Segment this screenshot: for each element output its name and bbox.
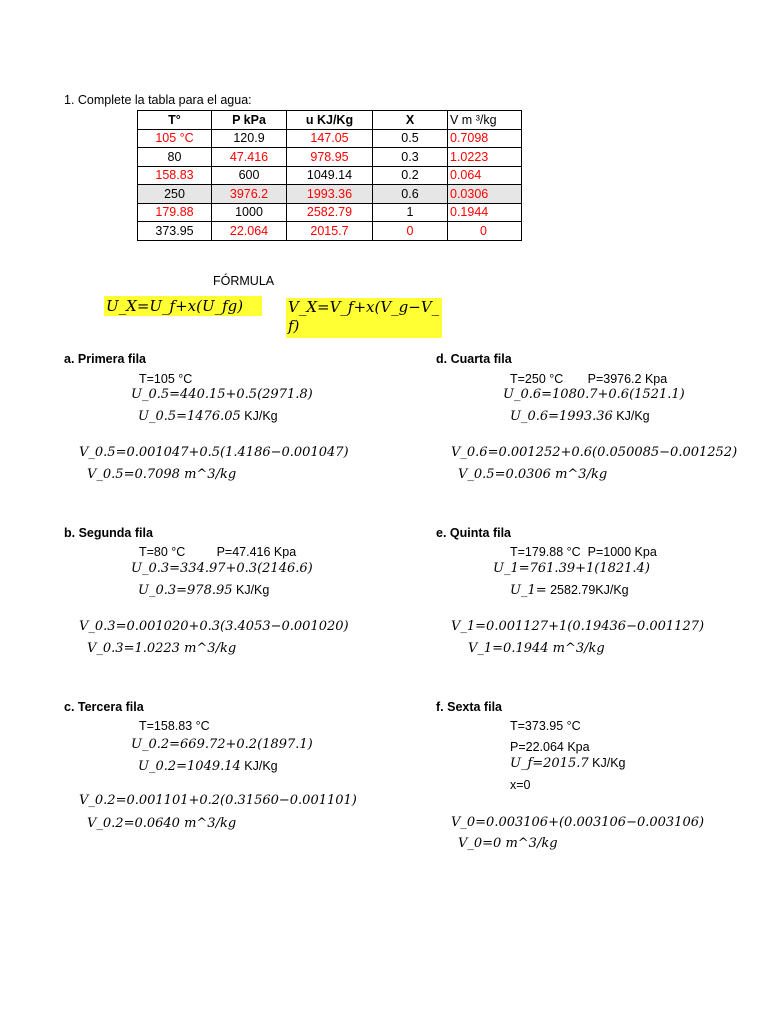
section-b-u-result — [138, 581, 269, 599]
section-b-v-result: V_0.3=1.0223 m^3/kg — [87, 641, 237, 656]
section-e-heading: e. Quinta fila — [436, 526, 512, 540]
section-b-heading: b. Segunda fila — [64, 526, 153, 540]
section-d-u-equation: U_0.6=1080.7+0.6(1521.1) — [503, 387, 685, 402]
formula-internal-energy: U_X=U_f+x(U_fg) — [104, 296, 262, 316]
section-e-u-result-unit: 2582.79KJ/Kg — [546, 583, 629, 597]
cell-t: 179.88 — [138, 203, 212, 222]
cell-x: 0.3 — [373, 148, 448, 167]
cell-t: 158.83 — [138, 166, 212, 185]
cell-p: 47.416 — [212, 148, 287, 167]
section-d-u-result-unit: KJ/Kg — [612, 409, 650, 423]
cell-t: 80 — [138, 148, 212, 167]
cell-v: 0 — [448, 222, 522, 241]
section-e-u-equation: U_1=761.39+1(1821.4) — [493, 561, 650, 576]
water-properties-table — [137, 110, 522, 241]
section-c-v-equation: V_0.2=0.001101+0.2(0.31560−0.001101) — [79, 793, 357, 808]
table-row — [138, 203, 522, 222]
section-e-v-result: V_1=0.1944 m^3/kg — [468, 641, 605, 656]
section-d-heading: d. Cuarta fila — [436, 352, 512, 366]
cell-u: 2015.7 — [287, 222, 373, 241]
cell-v: 0.1944 — [448, 203, 522, 222]
section-b-u-result-unit: KJ/Kg — [232, 583, 270, 597]
section-e-conditions: T=179.88 °C P=1000 Kpa — [510, 545, 657, 559]
cell-u: 1049.14 — [287, 166, 373, 185]
section-b-conditions: T=80 °C P=47.416 Kpa — [139, 545, 297, 559]
cell-t: 105 °C — [138, 129, 212, 148]
section-a-temperature: T=105 °C — [139, 372, 193, 386]
header-internal-energy: u KJ/Kg — [287, 111, 373, 130]
section-b-u-result-value: U_0.3=978.95 — [138, 583, 233, 598]
section-b-u-equation: U_0.3=334.97+0.3(2146.6) — [131, 561, 313, 576]
table-row — [138, 222, 522, 241]
cell-u: 978.95 — [287, 148, 373, 167]
section-a-u-result — [138, 407, 278, 425]
cell-x: 1 — [373, 203, 448, 222]
section-b-v-equation: V_0.3=0.001020+0.3(3.4053−0.001020) — [79, 619, 349, 634]
section-f-v-equation: V_0=0.003106+(0.003106−0.003106) — [451, 815, 705, 830]
cell-x: 0.5 — [373, 129, 448, 148]
section-a-u-result-unit: KJ/Kg — [240, 409, 278, 423]
cell-u: 1993.36 — [287, 185, 373, 204]
section-c-v-result: V_0.2=0.0640 m^3/kg — [87, 816, 237, 831]
section-f-quality: x=0 — [510, 778, 531, 792]
table-row — [138, 166, 522, 185]
table-header-row — [138, 111, 522, 130]
cell-v: 0.7098 — [448, 129, 522, 148]
section-c-u-result-value: U_0.2=1049.14 — [138, 759, 241, 774]
problem-title: 1. Complete la tabla para el agua: — [64, 93, 252, 107]
section-d-v-result: V_0.5=0.0306 m^3/kg — [458, 467, 608, 482]
cell-x: 0 — [373, 222, 448, 241]
cell-x: 0.6 — [373, 185, 448, 204]
cell-u: 147.05 — [287, 129, 373, 148]
section-a-v-result: V_0.5=0.7098 m^3/kg — [87, 467, 237, 482]
cell-x: 0.2 — [373, 166, 448, 185]
cell-v: 1.0223 — [448, 148, 522, 167]
section-f-temperature: T=373.95 °C — [510, 719, 581, 733]
cell-p: 1000 — [212, 203, 287, 222]
header-quality: X — [373, 111, 448, 130]
section-e-v-equation: V_1=0.001127+1(0.19436−0.001127) — [451, 619, 705, 634]
section-f-u-value-number: U_f=2015.7 — [510, 756, 589, 771]
table-row — [138, 185, 522, 204]
header-temperature: T° — [138, 111, 212, 130]
header-specific-volume: V m ³/kg — [448, 111, 522, 130]
section-d-u-result-value: U_0.6=1993.36 — [510, 409, 613, 424]
section-d-conditions: T=250 °C P=3976.2 Kpa — [510, 372, 668, 386]
section-f-heading: f. Sexta fila — [436, 700, 502, 714]
formula-specific-volume-line1: V_X=V_f+x(V_g−V_ — [288, 298, 440, 316]
section-d-u-result — [510, 407, 650, 425]
section-a-v-equation: V_0.5=0.001047+0.5(1.4186−0.001047) — [79, 445, 349, 460]
section-c-u-equation: U_0.2=669.72+0.2(1897.1) — [131, 737, 313, 752]
cell-p: 22.064 — [212, 222, 287, 241]
cell-p: 3976.2 — [212, 185, 287, 204]
section-f-u-value-unit: KJ/Kg — [588, 756, 626, 770]
cell-t: 373.95 — [138, 222, 212, 241]
cell-t: 250 — [138, 185, 212, 204]
section-c-temperature: T=158.83 °C — [139, 719, 210, 733]
section-a-u-result-value: U_0.5=1476.05 — [138, 409, 241, 424]
section-d-v-equation: V_0.6=0.001252+0.6(0.050085−0.001252) — [451, 445, 738, 460]
header-pressure: P kPa — [212, 111, 287, 130]
formula-specific-volume-line2: f) — [288, 317, 300, 335]
cell-p: 120.9 — [212, 129, 287, 148]
section-c-u-result-unit: KJ/Kg — [240, 759, 278, 773]
section-f-u-value — [510, 754, 625, 772]
section-a-heading: a. Primera fila — [64, 352, 146, 366]
table-row — [138, 129, 522, 148]
section-c-heading: c. Tercera fila — [64, 700, 144, 714]
formula-specific-volume — [286, 298, 442, 338]
cell-u: 2582.79 — [287, 203, 373, 222]
cell-v: 0.064 — [448, 166, 522, 185]
section-f-pressure: P=22.064 Kpa — [510, 740, 590, 754]
cell-v: 0.0306 — [448, 185, 522, 204]
table-row — [138, 148, 522, 167]
section-c-u-result — [138, 757, 278, 775]
section-f-v-result: V_0=0 m^3/kg — [458, 836, 558, 851]
section-e-u-result — [510, 581, 629, 599]
section-a-u-equation: U_0.5=440.15+0.5(2971.8) — [131, 387, 313, 402]
formula-label: FÓRMULA — [213, 274, 275, 288]
section-e-u-result-value: U_1= — [510, 583, 547, 598]
cell-p: 600 — [212, 166, 287, 185]
